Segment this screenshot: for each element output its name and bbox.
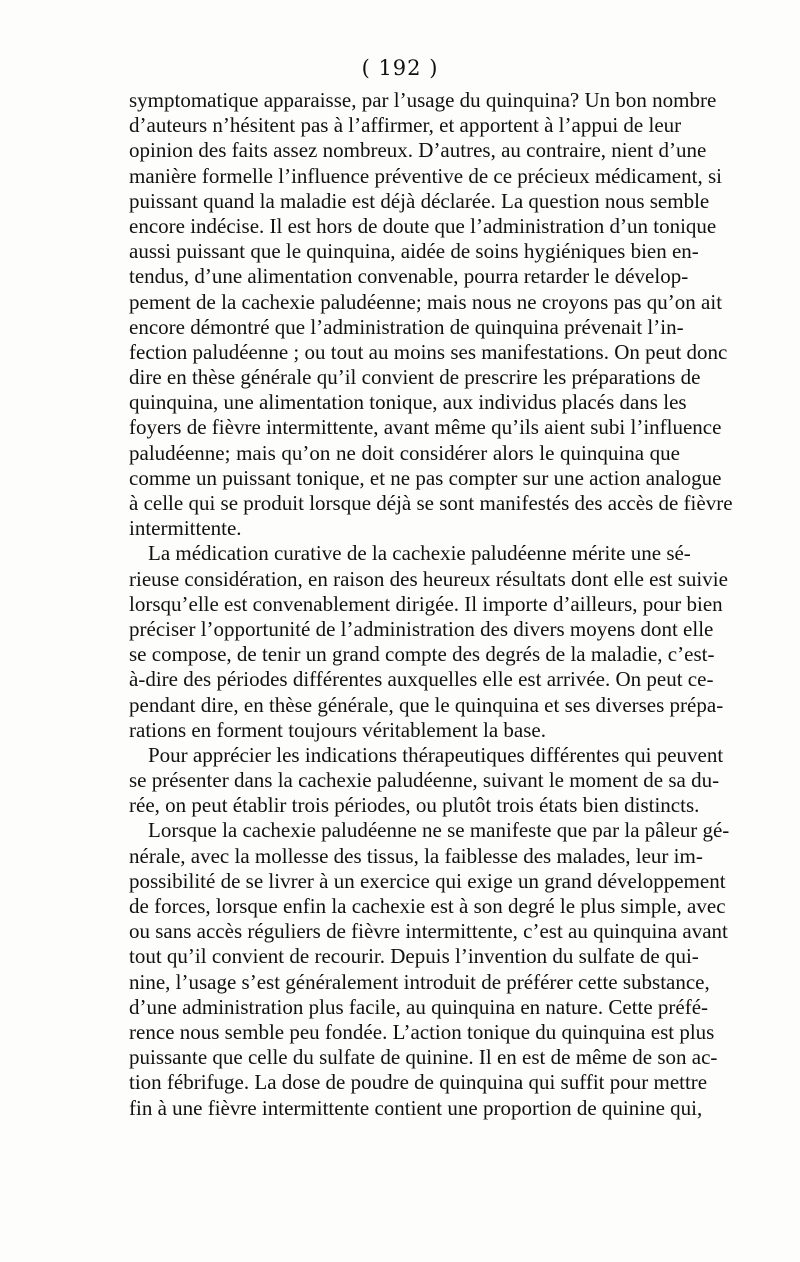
- text-line: dire en thèse générale qu’il convient de prescrire les préparations de: [129, 365, 701, 390]
- text-line: tendus, d’une alimentation convenable, pourra retarder le dévelop-: [129, 264, 689, 289]
- text-line: d’auteurs n’hésitent pas à l’affirmer, et apportent à l’appui de leur: [129, 113, 682, 138]
- text-line: préciser l’opportunité de l’administration des divers moyens dont elle: [129, 616, 714, 641]
- text-line: encore indécise. Il est hors de doute que l’administration d’un tonique: [129, 213, 717, 238]
- paragraph: [129, 541, 728, 743]
- text-line: nérale, avec la mollesse des tissus, la faiblesse des malades, leur im-: [129, 843, 703, 868]
- text-line: La médication curative de la cachexie paludéenne mérite une sé-: [148, 541, 691, 566]
- text-line: possibilité de se livrer à un exercice qui exige un grand développement: [129, 868, 726, 893]
- text-line: rations en forment toujours véritablement la base.: [129, 717, 546, 742]
- text-line: pendant dire, en thèse générale, que le quinquina et ses diverses prépa-: [129, 692, 724, 717]
- text-line: quinquina, une alimentation tonique, aux individus placés dans les: [129, 390, 687, 415]
- text-line: Lorsque la cachexie paludéenne ne se manifeste que par la pâleur gé-: [148, 818, 730, 843]
- text-line: à celle qui se produit lorsque déjà se sont manifestés des accès de fièvre: [129, 491, 733, 515]
- text-line: puissant quand la maladie est déjà déclarée. La question nous semble: [129, 188, 710, 213]
- text-line: fection paludéenne ; ou tout au moins ses manifestations. On peut donc: [129, 339, 728, 364]
- text-line: paludéenne; mais qu’on ne doit considérer alors le quinquina que: [129, 440, 680, 465]
- text-line: rée, on peut établir trois périodes, ou plutôt trois états bien distincts.: [129, 793, 700, 818]
- text-line: rence nous semble peu fondée. L’action tonique du quinquina est plus: [129, 1019, 715, 1044]
- paragraph: [129, 818, 730, 1120]
- text-line: pement de la cachexie paludéenne; mais nous ne croyons pas qu’on ait: [129, 289, 723, 314]
- text-line: lorsqu’elle est convenablement dirigée. Il importe d’ailleurs, pour bien: [129, 591, 723, 616]
- text-line: comme un puissant tonique, et ne pas compter sur une action analogue: [129, 465, 722, 490]
- text-line: fin à une fièvre intermittente contient une proportion de quinine qui,: [129, 1095, 703, 1120]
- body-text: [129, 88, 733, 1121]
- text-line: tout qu’il convient de recourir. Depuis l’invention du sulfate de qui-: [129, 944, 699, 969]
- text-line: tion fébrifuge. La dose de poudre de quinquina qui suffit pour mettre: [129, 1070, 708, 1095]
- paragraph: [129, 742, 724, 819]
- paragraph: [129, 88, 733, 541]
- text-line: foyers de fièvre intermittente, avant même qu’ils aient subi l’influence: [129, 415, 722, 440]
- text-line: aussi puissant que le quinquina, aidée de soins hygiéniques bien en-: [129, 239, 699, 264]
- text-line: opinion des faits assez nombreux. D’autres, au contraire, nient d’une: [129, 138, 707, 163]
- text-line: se compose, de tenir un grand compte des degrés de la maladie, c’est-: [129, 642, 715, 667]
- text-line: de forces, lorsque enfin la cachexie est à son degré le plus simple, avec: [129, 894, 726, 918]
- page-number: ( 192 ): [361, 56, 439, 80]
- text-line: intermittente.: [129, 516, 242, 541]
- text-line: se présenter dans la cachexie paludéenne, suivant le moment de sa du-: [129, 768, 720, 793]
- text-line: rieuse considération, en raison des heureux résultats dont elle est suivie: [129, 566, 728, 591]
- text-line: manière formelle l’influence préventive de ce précieux médicament, si: [129, 163, 722, 188]
- text-line: ou sans accès réguliers de fièvre intermittente, c’est au quinquina avant: [129, 919, 728, 944]
- text-line: puissante que celle du sulfate de quinine. Il en est de même de son ac-: [129, 1045, 718, 1070]
- text-line: Pour apprécier les indications thérapeutiques différentes qui peuvent: [148, 742, 724, 767]
- text-line: encore démontré que l’administration de quinquina prévenait l’in-: [129, 314, 684, 339]
- text-line: à-dire des périodes différentes auxquelles elle est arrivée. On peut ce-: [129, 667, 714, 692]
- text-line: d’une administration plus facile, au quinquina en nature. Cette préfé-: [129, 994, 709, 1019]
- text-line: nine, l’usage s’est généralement introduit de préférer cette substance,: [129, 969, 710, 994]
- text-line: symptomatique apparaisse, par l’usage du quinquina? Un bon nombre: [129, 88, 717, 112]
